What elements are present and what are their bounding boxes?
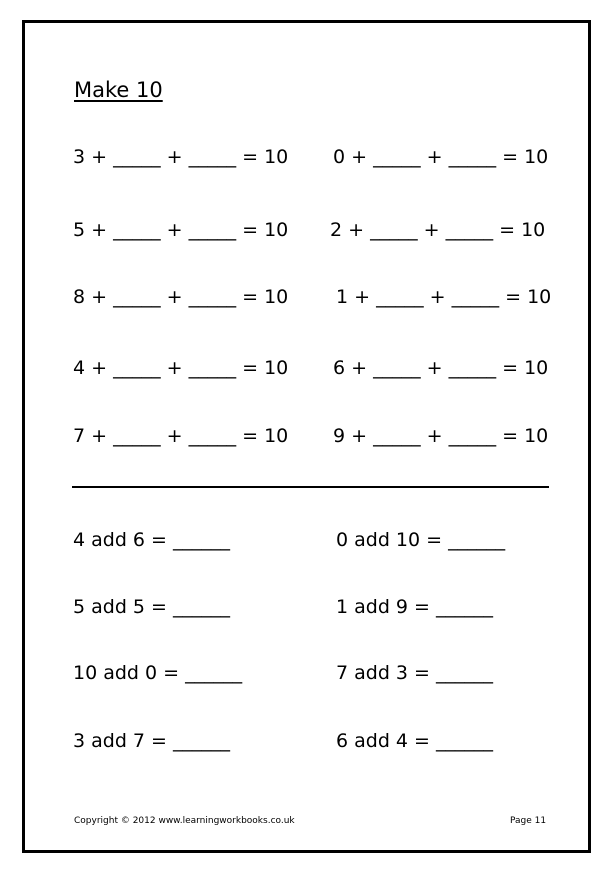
add-equation: 4 add 6 = ______ (73, 529, 231, 551)
add-equation: 0 add 10 = ______ (336, 529, 506, 551)
copyright-notice: Copyright © 2012 www.learningworkbooks.co.uk (74, 816, 295, 826)
make-ten-equation: 3 + _____ + _____ = 10 (73, 146, 289, 168)
make-ten-equation: 1 + _____ + _____ = 10 (336, 286, 552, 308)
worksheet-title: Make 10 (74, 78, 163, 102)
make-ten-equation: 2 + _____ + _____ = 10 (330, 219, 546, 241)
page-number: Page 11 (510, 816, 547, 826)
add-equation: 1 add 9 = ______ (336, 596, 494, 618)
worksheet-page (22, 20, 591, 853)
make-ten-equation: 0 + _____ + _____ = 10 (333, 146, 549, 168)
make-ten-equation: 8 + _____ + _____ = 10 (73, 286, 289, 308)
add-equation: 3 add 7 = ______ (73, 730, 231, 752)
make-ten-equation: 4 + _____ + _____ = 10 (73, 357, 289, 379)
add-equation: 6 add 4 = ______ (336, 730, 494, 752)
make-ten-equation: 6 + _____ + _____ = 10 (333, 357, 549, 379)
add-equation: 7 add 3 = ______ (336, 662, 494, 684)
add-equation: 10 add 0 = ______ (73, 662, 243, 684)
make-ten-equation: 9 + _____ + _____ = 10 (333, 425, 549, 447)
make-ten-equation: 7 + _____ + _____ = 10 (73, 425, 289, 447)
section-divider (72, 486, 549, 488)
make-ten-equation: 5 + _____ + _____ = 10 (73, 219, 289, 241)
add-equation: 5 add 5 = ______ (73, 596, 231, 618)
